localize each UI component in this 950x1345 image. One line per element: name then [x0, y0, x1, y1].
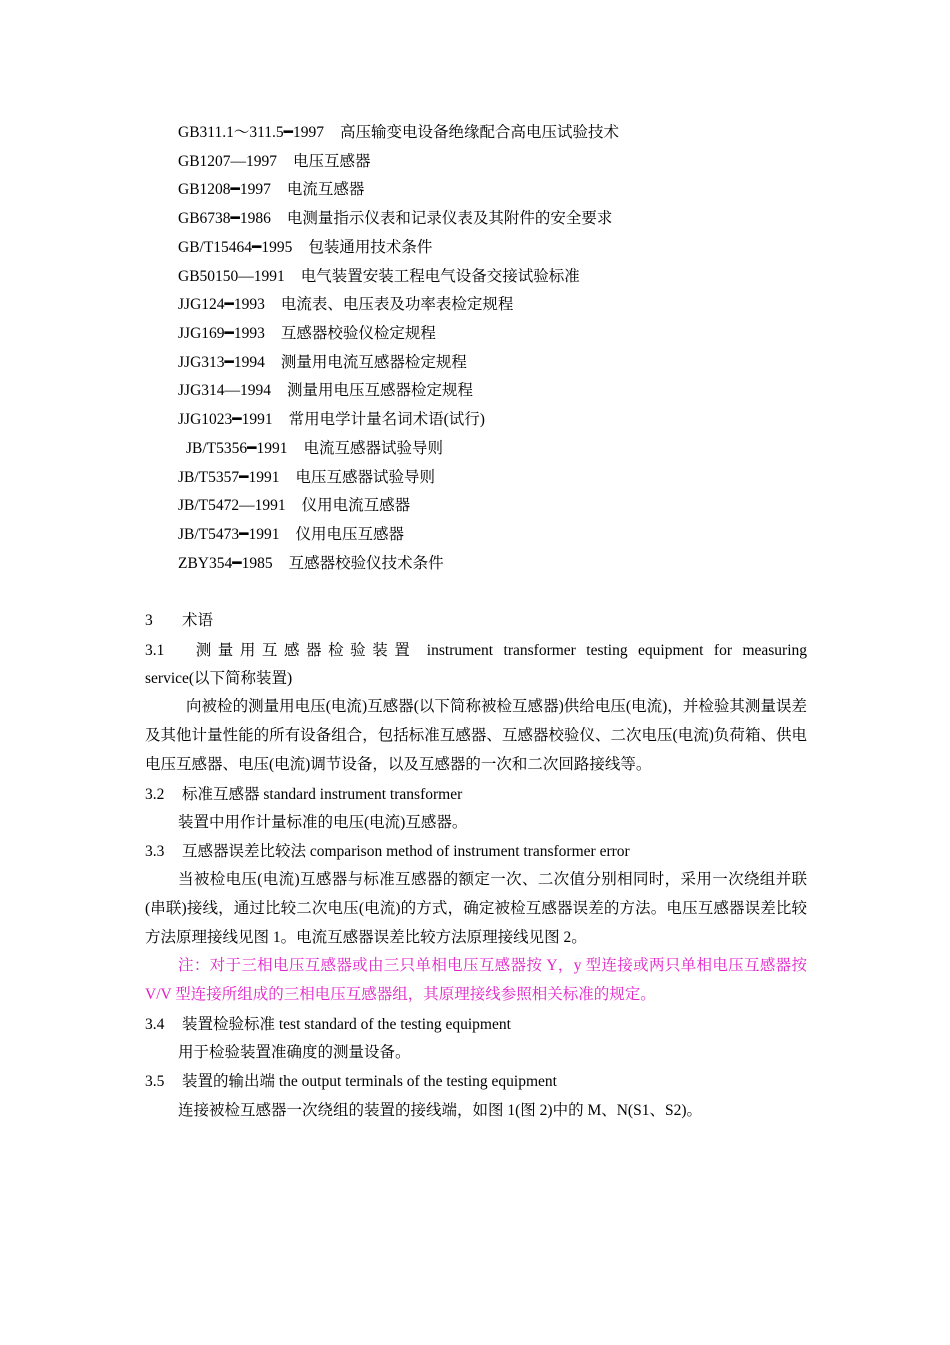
term-heading: 3.4 装置检验标准 test standard of the testing equipment [145, 1016, 511, 1033]
reference-item: GB311.1～311.5━1997 高压输变电设备绝缘配合高电压试验技术 [178, 124, 619, 141]
reference-item: GB/T15464━1995 包装通用技术条件 [178, 239, 433, 256]
term-definition: 连接被检互感器一次绕组的装置的接线端，如图 1(图 2)中的 M、N(S1、S2)。 [178, 1102, 702, 1119]
section-heading: 3 术语 [145, 612, 214, 629]
reference-item: JB/T5357━1991 电压互感器试验导则 [178, 469, 435, 486]
reference-item: GB6738━1986 电测量指示仪表和记录仪表及其附件的安全要求 [178, 210, 613, 227]
term-heading: 3.2 标准互感器 standard instrument transformer [145, 786, 463, 803]
reference-item: GB1207—1997 电压互感器 [178, 153, 371, 170]
term-heading: 3.5 装置的输出端 the output terminals of the testing equipment [145, 1073, 557, 1090]
term-note: 注：对于三相电压互感器或由三只单相电压互感器按 Y，y 型连接或两只单相电压互感器按 V/V 型连接所组成的三相电压互感器组，其原理接线参照相关标准的规定。 [145, 957, 807, 1003]
term-heading: 3.3 互感器误差比较法 comparison method of instrument transformer error [145, 843, 630, 860]
reference-item: JJG1023━1991 常用电学计量名词术语(试行) [178, 411, 485, 428]
term-definition: 当被检电压(电流)互感器与标准互感器的额定一次、二次值分别相同时，采用一次绕组并联(串联)接线，通过比较二次电压(电流)的方式，确定被检互感器误差的方法。电压互感器误差比较方法原理接线见图 1。电流互感器误差比较方法原理接线见图 2。 [145, 871, 807, 946]
reference-item: JJG124━1993 电流表、电压表及功率表检定规程 [178, 296, 514, 313]
reference-item: JJG169━1993 互感器校验仪检定规程 [178, 325, 436, 342]
reference-item: JB/T5356━1991 电流互感器试验导则 [186, 440, 443, 457]
term-definition: 向被检的测量用电压(电流)互感器(以下简称被检互感器)供给电压(电流)，并检验其测量误差及其他计量性能的所有设备组合，包括标准互感器、互感器校验仪、二次电压(电流)负荷箱、供电电压互感器、电压(电流)调节设备，以及互感器的一次和二次回路接线等。 [145, 698, 807, 773]
term-heading-continuation: service(以下简称装置) [145, 670, 293, 687]
term-definition: 装置中用作计量标准的电压(电流)互感器。 [178, 814, 468, 831]
reference-item: JJG314—1994 测量用电压互感器检定规程 [178, 382, 474, 399]
reference-item: ZBY354━1985 互感器校验仪技术条件 [178, 555, 444, 572]
reference-item: GB1208━1997 电流互感器 [178, 181, 365, 198]
reference-item: JB/T5472—1991 仪用电流互感器 [178, 497, 411, 514]
reference-item: JJG313━1994 测量用电流互感器检定规程 [178, 354, 467, 371]
term-heading: 3.1 测量用互感器检验装置 instrument transformer testing equipment for measuring [145, 642, 808, 659]
term-definition: 用于检验装置准确度的测量设备。 [178, 1044, 411, 1061]
reference-item: JB/T5473━1991 仪用电压互感器 [178, 526, 404, 543]
reference-item: GB50150—1991 电气装置安装工程电气设备交接试验标准 [178, 268, 580, 285]
